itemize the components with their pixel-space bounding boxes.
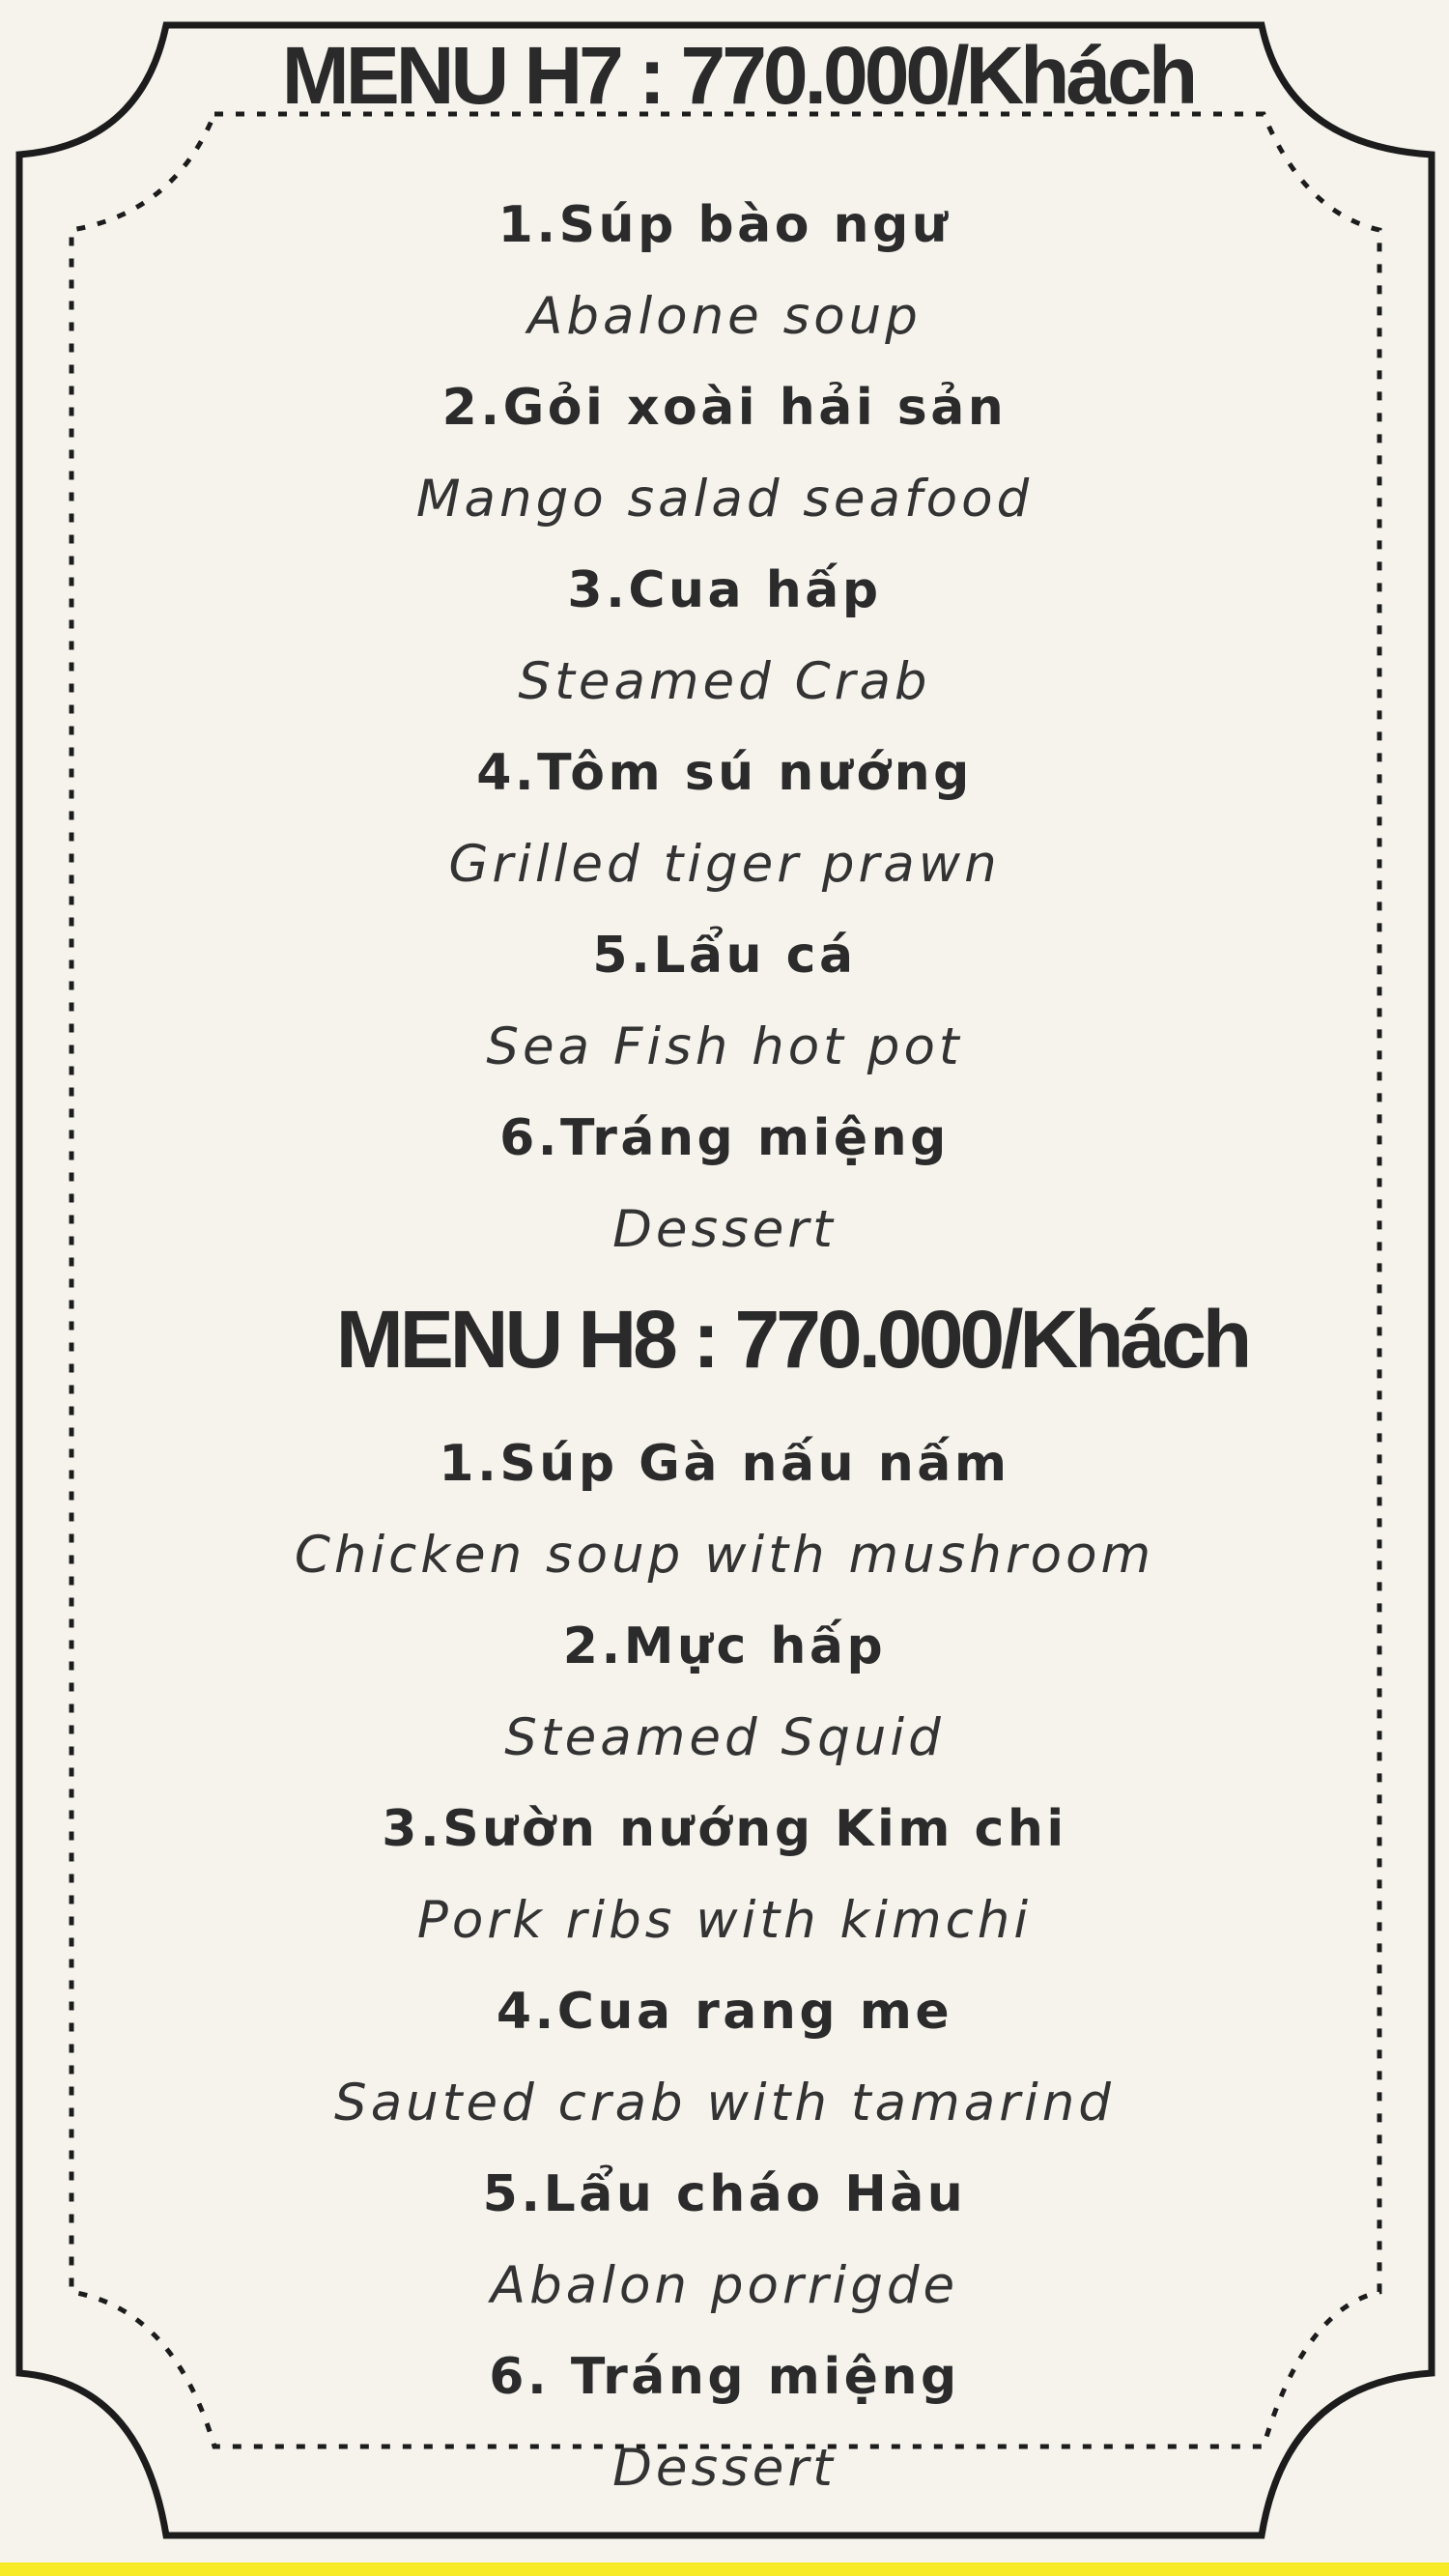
menu-h7-list [0, 180, 1449, 1275]
menu-h8-title: MENU H8 : 770.000/Khách [335, 1294, 1249, 1385]
list-item [0, 1418, 1449, 1601]
dish-name-en: Chicken soup with mushroom [294, 1526, 1155, 1585]
dish-name-en: Dessert [612, 2439, 837, 2498]
dish-name-vi: 1.Súp Gà nấu nấm [439, 1435, 1010, 1493]
dish-name-en: Sea Fish hot pot [486, 1017, 963, 1076]
dish-name-vi: 2.Gỏi xoài hải sản [441, 379, 1008, 437]
dish-name-vi: 4.Cua rang me [496, 1983, 953, 2041]
dish-name-vi: 6.Tráng miệng [499, 1109, 950, 1167]
list-item [0, 910, 1449, 1093]
menu-h7-title: MENU H7 : 770.000/Khách [281, 30, 1195, 121]
list-item [0, 362, 1449, 545]
list-item [0, 1093, 1449, 1275]
list-item [0, 180, 1449, 362]
dish-name-en: Mango salad seafood [415, 470, 1034, 529]
dish-name-en: Grilled tiger prawn [448, 835, 1001, 894]
dish-name-vi: 5.Lẩu cá [592, 927, 857, 985]
dish-name-en: Abalone soup [527, 287, 922, 346]
dish-name-en: Pork ribs with kimchi [416, 1891, 1033, 1950]
dish-name-en: Steamed Crab [518, 652, 931, 711]
dish-name-vi: 4.Tôm sú nướng [476, 744, 973, 802]
list-item [0, 2332, 1449, 2514]
dish-name-vi: 3.Sườn nướng Kim chi [382, 1800, 1067, 1858]
dish-name-en: Dessert [612, 1200, 837, 1259]
dish-name-vi: 5.Lẩu cháo Hàu [482, 2165, 967, 2223]
dish-name-vi: 6. Tráng miệng [489, 2348, 960, 2406]
dish-name-vi: 2.Mực hấp [562, 1617, 887, 1675]
dish-name-en: Sauted crab with tamarind [334, 2074, 1115, 2132]
list-item [0, 1601, 1449, 1784]
dish-name-en: Steamed Squid [504, 1708, 945, 1767]
bottom-accent-stripe [0, 2562, 1449, 2576]
list-item [0, 728, 1449, 910]
menu-h8-list [0, 1418, 1449, 2514]
list-item [0, 545, 1449, 728]
dish-name-vi: 1.Súp bào ngư [497, 196, 952, 254]
dish-name-en: Abalon porrigde [490, 2256, 959, 2315]
dish-name-vi: 3.Cua hấp [567, 561, 882, 619]
list-item [0, 1784, 1449, 1966]
list-item [0, 1966, 1449, 2149]
list-item [0, 2149, 1449, 2332]
